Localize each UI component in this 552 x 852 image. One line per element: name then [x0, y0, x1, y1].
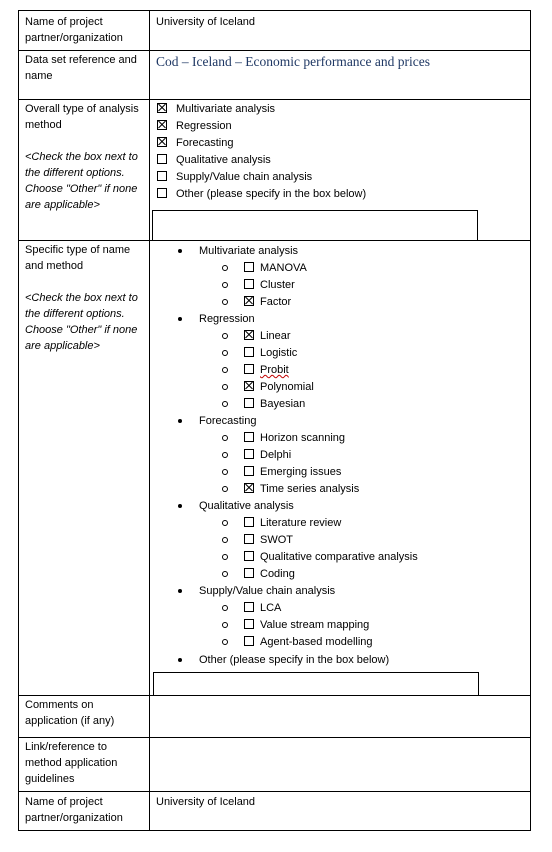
method-option-label: Literature review — [260, 517, 342, 529]
overall-other-input[interactable] — [152, 210, 478, 241]
method-option — [244, 277, 295, 293]
dataset-value: Cod – Iceland – Economic performance and prices — [156, 54, 431, 69]
sub-bullet-icon — [222, 435, 228, 441]
checkbox-icon[interactable] — [244, 534, 254, 544]
specific-label: Specific type of name and method <Check the box next to the different options. Choose "Other" if none are applicable> — [25, 242, 143, 354]
sub-bullet-icon — [222, 605, 228, 611]
table-border-bottom — [18, 830, 531, 831]
method-option — [244, 362, 289, 378]
checkbox-icon[interactable] — [244, 381, 254, 391]
partner-bottom-value: University of Iceland — [156, 796, 256, 808]
checkbox-icon[interactable] — [157, 103, 167, 113]
checkbox-icon[interactable] — [157, 154, 167, 164]
sub-bullet-icon — [222, 622, 228, 628]
sub-bullet-icon — [222, 452, 228, 458]
row-divider — [18, 50, 531, 51]
row-divider — [18, 99, 531, 100]
table-border-right — [530, 10, 531, 831]
checkbox-icon[interactable] — [244, 602, 254, 612]
checkbox-icon[interactable] — [244, 432, 254, 442]
checkbox-icon[interactable] — [244, 296, 254, 306]
checkbox-icon[interactable] — [244, 619, 254, 629]
method-option-label: Cluster — [260, 279, 295, 291]
specific-other-input[interactable] — [153, 672, 479, 696]
method-option-label: MANOVA — [260, 262, 307, 274]
method-group-title: Supply/Value chain analysis — [199, 585, 336, 597]
method-option — [244, 617, 369, 633]
bullet-icon — [178, 317, 182, 321]
method-option-label: Coding — [260, 568, 295, 580]
checkbox-icon[interactable] — [244, 551, 254, 561]
method-option — [244, 481, 359, 497]
method-option — [244, 294, 291, 310]
method-option-label: Probit — [260, 364, 289, 376]
method-group-title: Qualitative analysis — [199, 500, 294, 512]
method-group-title: Regression — [199, 313, 255, 325]
table-border-left — [18, 10, 19, 831]
bullet-icon — [178, 589, 182, 593]
overall-option-label: Qualitative analysis — [176, 154, 271, 166]
method-option — [244, 566, 295, 582]
sub-bullet-icon — [222, 401, 228, 407]
sub-bullet-icon — [222, 384, 228, 390]
overall-hint: <Check the box next to the different options. Choose "Other" if none are applicable> — [25, 151, 138, 211]
overall-option — [157, 135, 233, 151]
method-option-label: Bayesian — [260, 398, 306, 410]
overall-option — [157, 169, 312, 185]
sub-bullet-icon — [222, 333, 228, 339]
sub-bullet-icon — [222, 537, 228, 543]
checkbox-icon[interactable] — [157, 120, 167, 130]
method-option-label: Polynomial — [260, 381, 314, 393]
overall-option-label: Other (please specify in the box below) — [176, 188, 367, 200]
method-option — [244, 600, 281, 616]
method-option — [244, 345, 297, 361]
checkbox-icon[interactable] — [244, 568, 254, 578]
method-option-label: LCA — [260, 602, 282, 614]
sub-bullet-icon — [222, 571, 228, 577]
link-label: Link/reference to method application guidelines — [25, 741, 118, 785]
sub-bullet-icon — [222, 350, 228, 356]
method-option — [244, 532, 293, 548]
method-option-label: Linear — [260, 330, 291, 342]
method-option-label: Logistic — [260, 347, 298, 359]
specific-other-label: Other (please specify in the box below) — [199, 654, 390, 666]
checkbox-icon[interactable] — [244, 398, 254, 408]
method-option — [244, 515, 341, 531]
method-option — [244, 379, 314, 395]
sub-bullet-icon — [222, 486, 228, 492]
method-option-label: Qualitative comparative analysis — [260, 551, 418, 563]
method-option-label: Delphi — [260, 449, 292, 461]
sub-bullet-icon — [222, 520, 228, 526]
sub-bullet-icon — [222, 299, 228, 305]
bullet-icon — [178, 658, 182, 662]
checkbox-icon[interactable] — [244, 517, 254, 527]
checkbox-icon[interactable] — [244, 483, 254, 493]
comments-field[interactable] — [150, 696, 530, 737]
method-group-title: Multivariate analysis — [199, 245, 299, 257]
checkbox-icon[interactable] — [244, 330, 254, 340]
overall-option-label: Regression — [176, 120, 232, 132]
method-option-label: Horizon scanning — [260, 432, 345, 444]
link-field[interactable] — [150, 738, 530, 791]
method-option — [244, 396, 305, 412]
method-option-label: SWOT — [260, 534, 293, 546]
checkbox-icon[interactable] — [157, 188, 167, 198]
method-option-label: Time series analysis — [260, 483, 360, 495]
method-option-label: Emerging issues — [260, 466, 342, 478]
sub-bullet-icon — [222, 282, 228, 288]
checkbox-icon[interactable] — [244, 262, 254, 272]
partner-value: University of Iceland — [156, 16, 256, 28]
overall-option — [157, 186, 366, 202]
checkbox-icon[interactable] — [157, 171, 167, 181]
row-divider — [18, 791, 531, 792]
bullet-icon — [178, 504, 182, 508]
bullet-icon — [178, 419, 182, 423]
overall-option — [157, 118, 232, 134]
checkbox-icon[interactable] — [244, 466, 254, 476]
method-option — [244, 464, 341, 480]
checkbox-icon[interactable] — [244, 279, 254, 289]
method-option — [244, 328, 291, 344]
comments-label: Comments on application (if any) — [25, 699, 115, 727]
method-option — [244, 634, 373, 650]
method-option — [244, 447, 291, 463]
overall-option-label: Supply/Value chain analysis — [176, 171, 313, 183]
sub-bullet-icon — [222, 639, 228, 645]
sub-bullet-icon — [222, 554, 228, 560]
method-option-label: Value stream mapping — [260, 619, 370, 631]
checkbox-icon[interactable] — [244, 364, 254, 374]
sub-bullet-icon — [222, 367, 228, 373]
table-border-top — [18, 10, 531, 11]
method-option-label: Factor — [260, 296, 292, 308]
checkbox-icon[interactable] — [244, 449, 254, 459]
method-option — [244, 549, 418, 565]
checkbox-icon[interactable] — [244, 636, 254, 646]
overall-option — [157, 152, 271, 168]
sub-bullet-icon — [222, 265, 228, 271]
overall-option-label: Forecasting — [176, 137, 234, 149]
bullet-icon — [178, 249, 182, 253]
method-option — [244, 260, 307, 276]
overall-option-label: Multivariate analysis — [176, 103, 276, 115]
dataset-label: Data set reference and name — [25, 54, 137, 82]
partner-label: Name of project partner/organization — [25, 16, 123, 44]
overall-label: Overall type of analysis method <Check the box next to the different options. Choose "Other" if none are applicable> — [25, 101, 143, 213]
method-option — [244, 430, 345, 446]
specific-hint: <Check the box next to the different options. Choose "Other" if none are applicable> — [25, 292, 138, 352]
method-group-title: Forecasting — [199, 415, 257, 427]
sub-bullet-icon — [222, 469, 228, 475]
checkbox-icon[interactable] — [244, 347, 254, 357]
checkbox-icon[interactable] — [157, 137, 167, 147]
partner-bottom-label: Name of project partner/organization — [25, 796, 123, 824]
overall-option — [157, 101, 275, 117]
method-option-label: Agent-based modelling — [260, 636, 373, 648]
